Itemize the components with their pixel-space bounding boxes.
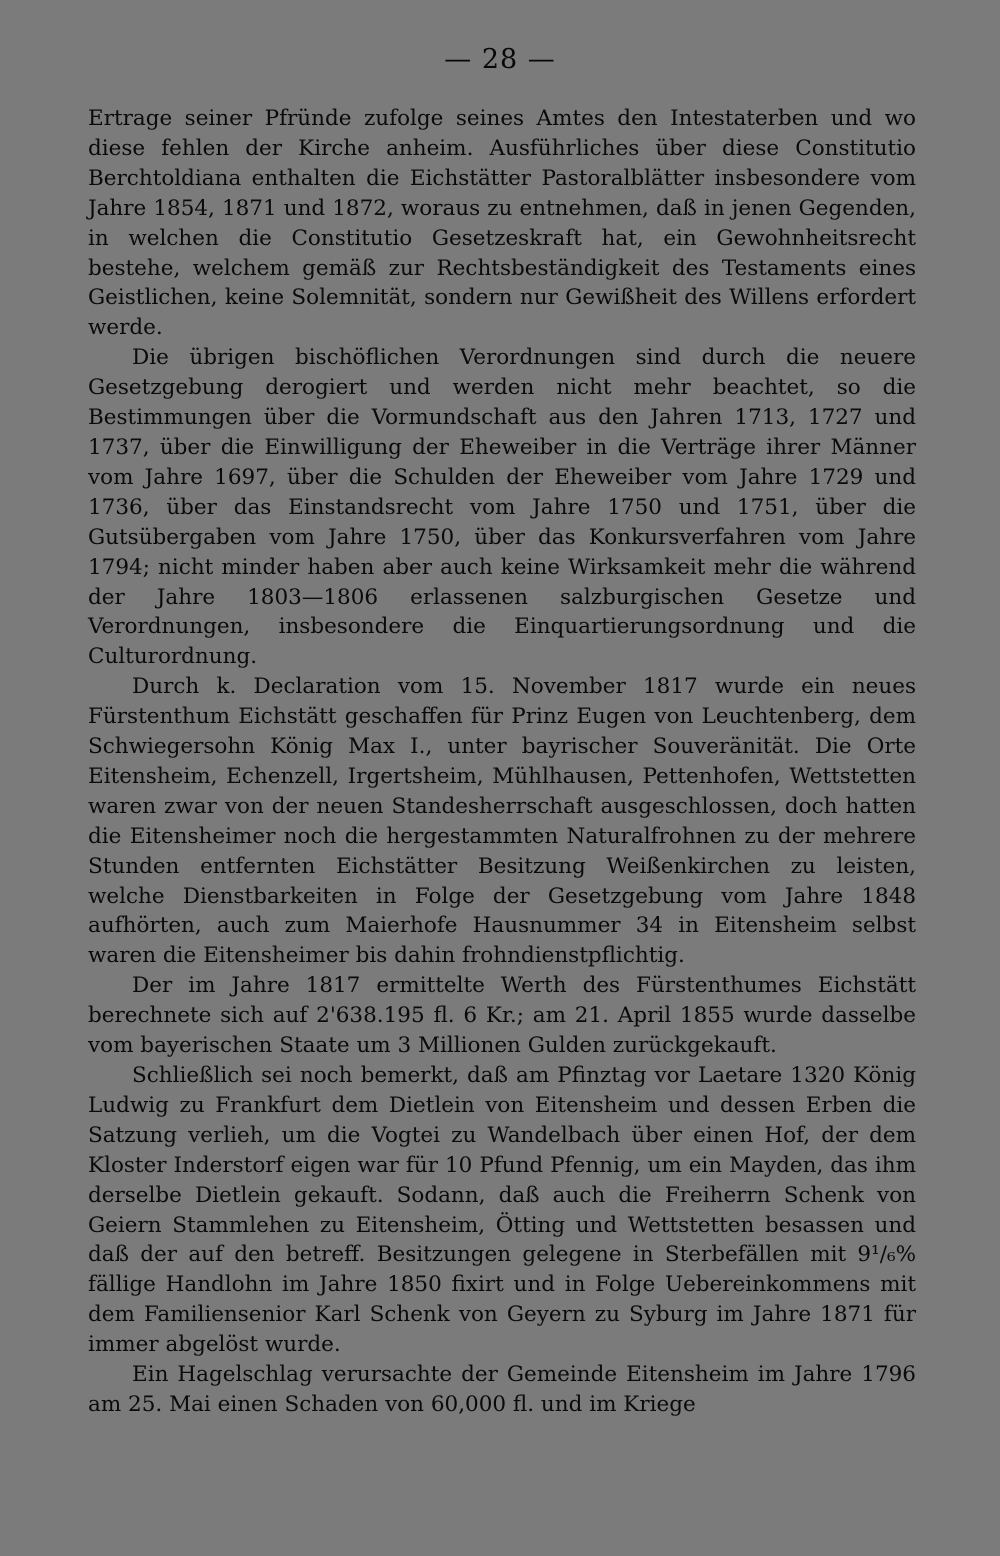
paragraph-final-remarks: Schließlich sei noch bemerkt, daß am Pfinztag vor Laetare 1320 König Ludwig zu Frankfurt dem Dietlein von Eitensheim und dessen Erben die Satzung verlieh, um die Vogtei zu Wandelbach über einen Hof, der dem Kloster Inderstorf eigen war für 10 Pfund Pfennig, um ein Mayden, das ihm derselbe Dietlein gekauft. Sodann, daß auch die Freiherrn Schenk von Geiern Stammlehen zu Eitensheim, Ötting und Wettstetten besassen und daß der auf den betreff. Besitzungen gelegene in Sterbefällen mit 9¹/₆% fällige Handlohn im Jahre 1850 fixirt und in Folge Uebereinkommens mit dem Familiensenior Karl Schenk von Geyern zu Syburg im Jahre 1871 für immer abgelöst wurde. [88, 1063, 916, 1358]
body-text [88, 104, 916, 1420]
page-number: — 28 — [444, 44, 556, 75]
paragraph-hailstorm: Ein Hagelschlag verursachte der Gemeinde Eitensheim im Jahre 1796 am 25. Mai einen Schaden von 60,000 fl. und im Kriege [88, 1362, 916, 1417]
paragraph-continuation: Ertrage seiner Pfründe zufolge seines Amtes den Intestaterben und wo diese fehlen der Kirche anheim. Ausführliches über diese Constitutio Berchtoldiana enthalten die Eichstätter Pastoralblätter insbesondere vom Jahre 1854, 1871 und 1872, woraus zu entnehmen, daß in jenen Gegenden, in welchen die Constitutio Gesetzeskraft hat, ein Gewohnheitsrecht bestehe, welchem gemäß zur Rechtsbeständigkeit des Testaments eines Geistlichen, keine Solemnität, sondern nur Gewißheit des Willens erfordert werde. [88, 106, 916, 341]
paragraph-episcopal-ordinances: Die übrigen bischöflichen Verordnungen sind durch die neuere Gesetzgebung derogiert und werden nicht mehr beachtet, so die Bestimmungen über die Vormundschaft aus den Jahren 1713, 1727 und 1737, über die Einwilligung der Eheweiber in die Verträge ihrer Männer vom Jahre 1697, über die Schulden der Eheweiber vom Jahre 1729 und 1736, über das Einstandsrecht vom Jahre 1750 und 1751, über die Gutsübergaben vom Jahre 1750, über das Konkursverfahren vom Jahre 1794; nicht minder haben aber auch keine Wirksamkeit mehr die während der Jahre 1803—1806 erlassenen salzburgischen Gesetze und Verordnungen, insbesondere die Einquartierungsordnung und die Culturordnung. [88, 345, 916, 670]
paragraph-principality-value: Der im Jahre 1817 ermittelte Werth des Fürstenthumes Eichstätt berechnete sich auf 2'638.195 fl. 6 Kr.; am 21. April 1855 wurde dasselbe vom bayerischen Staate um 3 Millionen Gulden zurückgekauft. [88, 973, 916, 1059]
paragraph-principality-declaration: Durch k. Declaration vom 15. November 1817 wurde ein neues Fürstenthum Eichstätt geschaffen für Prinz Eugen von Leuchtenberg, dem Schwiegersohn König Max I., unter bayrischer Souveränität. Die Orte Eitensheim, Echenzell, Irgertsheim, Mühlhausen, Pettenhofen, Wettstetten waren zwar von der neuen Standesherrschaft ausgeschlossen, doch hatten die Eitensheimer noch die hergestammten Naturalfrohnen zu der mehrere Stunden entfernten Eichstätter Besitzung Weißenkirchen zu leisten, welche Dienstbarkeiten in Folge der Gesetzgebung vom Jahre 1848 aufhörten, auch zum Maierhofe Hausnummer 34 in Eitensheim selbst waren die Eitensheimer bis dahin frohndienstpflichtig. [88, 674, 916, 969]
